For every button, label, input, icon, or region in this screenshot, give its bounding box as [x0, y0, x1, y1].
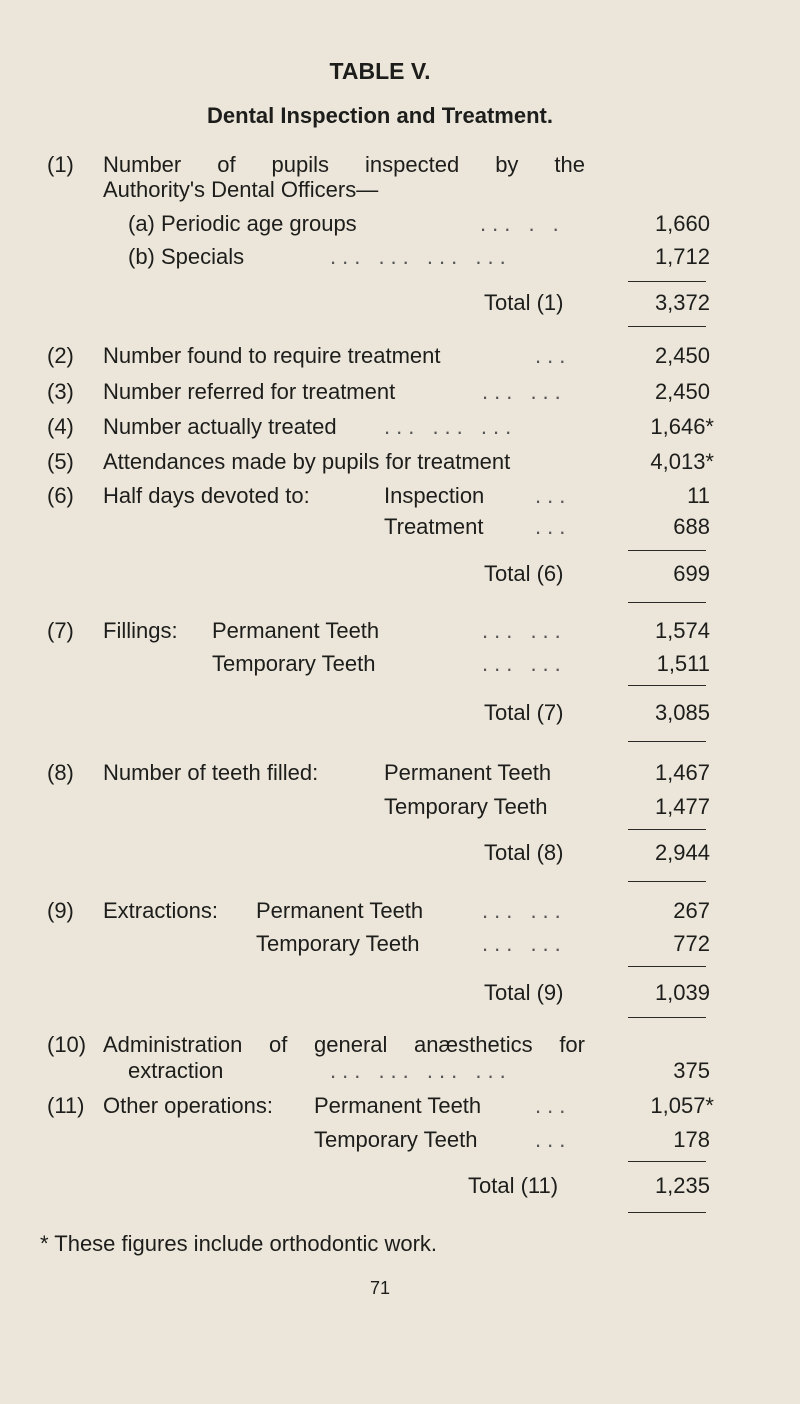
total-8-value: 2,944: [654, 840, 710, 865]
row-1-number: (1): [47, 152, 74, 177]
row-9-sub2-leader-dots: ... ...: [482, 931, 567, 956]
row-2-number: (2): [47, 343, 74, 368]
row-7-sub1-label: Permanent Teeth: [212, 618, 380, 643]
row-6-sub2-value: 688: [673, 514, 710, 539]
rule: [628, 281, 706, 282]
total-11-label: Total (11): [468, 1173, 559, 1198]
rule: [628, 966, 706, 967]
row-3-label: Number referred for treatment: [103, 379, 396, 404]
row-1b-leader-dots: ... ... ... ...: [330, 244, 512, 269]
row-1-label-line2: Authority's Dental Officers—: [103, 177, 379, 202]
row-1a-leader-dots: ... . .: [480, 211, 565, 236]
row-6-number: (6): [47, 483, 74, 508]
row-6-sub1-label: Inspection: [384, 483, 485, 508]
total-6-value: 699: [673, 561, 710, 586]
row-1a-label: (a) Periodic age groups: [128, 211, 357, 236]
row-9-sub1-leader-dots: ... ...: [482, 898, 567, 923]
rule: [628, 326, 706, 327]
row-8-sub2-label: Temporary Teeth: [384, 794, 548, 819]
total-6-label: Total (6): [484, 561, 564, 586]
row-1b-value: 1,712: [654, 244, 710, 269]
row-6-sub1-value: 11: [687, 483, 710, 508]
footnote: * These figures include orthodontic work.: [40, 1231, 438, 1256]
rule: [628, 1212, 706, 1213]
total-9-value: 1,039: [654, 980, 710, 1005]
row-7-sub2-leader-dots: ... ...: [482, 651, 567, 676]
rule: [628, 1161, 706, 1162]
total-7-label: Total (7): [484, 700, 564, 725]
row-2-leader-dots: ...: [535, 343, 572, 368]
rule: [628, 602, 706, 603]
row-11-sub1-value: 1,057*: [650, 1093, 714, 1118]
row-3-value: 2,450: [654, 379, 710, 404]
row-1-label-line1: Number of pupils inspected by the: [103, 152, 585, 177]
rule: [628, 741, 706, 742]
row-5-number: (5): [47, 449, 74, 474]
row-1a-value: 1,660: [654, 211, 710, 236]
row-11-sub2-label: Temporary Teeth: [314, 1127, 478, 1152]
total-9-label: Total (9): [484, 980, 564, 1005]
row-4-number: (4): [47, 414, 74, 439]
row-10-value: 375: [673, 1058, 710, 1083]
row-11-number: (11): [47, 1093, 85, 1118]
row-4-value: 1,646*: [650, 414, 714, 439]
rule: [628, 1017, 706, 1018]
total-1-label: Total (1): [484, 290, 564, 315]
row-9-sub2-value: 772: [673, 931, 710, 956]
table-subtitle: Dental Inspection and Treatment.: [207, 103, 553, 128]
row-8-label: Number of teeth filled:: [103, 760, 319, 785]
row-11-sub1-leader-dots: ...: [535, 1093, 572, 1118]
row-8-sub1-value: 1,467: [654, 760, 710, 785]
total-7-value: 3,085: [654, 700, 710, 725]
total-11-value: 1,235: [654, 1173, 710, 1198]
row-6-sub2-label: Treatment: [384, 514, 484, 539]
row-9-label: Extractions:: [103, 898, 218, 923]
row-10-leader-dots: ... ... ... ...: [330, 1058, 512, 1083]
row-10-number: (10): [47, 1032, 87, 1057]
row-11-label: Other operations:: [103, 1093, 273, 1118]
row-5-label: Attendances made by pupils for treatment: [103, 449, 511, 474]
row-7-sub2-label: Temporary Teeth: [212, 651, 376, 676]
row-3-leader-dots: ... ...: [482, 379, 567, 404]
row-1b-label: (b) Specials: [128, 244, 245, 269]
row-11-sub2-value: 178: [673, 1127, 710, 1152]
row-9-sub1-label: Permanent Teeth: [256, 898, 424, 923]
row-2-value: 2,450: [654, 343, 710, 368]
row-8-sub1-label: Permanent Teeth: [384, 760, 552, 785]
row-6-label: Half days devoted to:: [103, 483, 310, 508]
page-number: 71: [369, 1278, 391, 1298]
row-7-label: Fillings:: [103, 618, 178, 643]
row-9-number: (9): [47, 898, 74, 923]
row-4-leader-dots: ... ... ...: [384, 414, 518, 439]
row-7-sub1-value: 1,574: [654, 618, 710, 643]
row-3-number: (3): [47, 379, 74, 404]
rule: [628, 685, 706, 686]
rule: [628, 829, 706, 830]
row-8-number: (8): [47, 760, 74, 785]
row-8-sub2-value: 1,477: [654, 794, 710, 819]
row-7-sub2-value: 1,511: [656, 651, 710, 676]
row-5-value: 4,013*: [650, 449, 714, 474]
rule: [628, 881, 706, 882]
total-1-value: 3,372: [654, 290, 710, 315]
row-7-number: (7): [47, 618, 74, 643]
table-title: TABLE V.: [329, 58, 431, 84]
total-8-label: Total (8): [484, 840, 564, 865]
row-10-label-line2: extraction: [128, 1058, 224, 1083]
row-6-sub1-leader-dots: ...: [535, 483, 572, 508]
row-2-label: Number found to require treatment: [103, 343, 441, 368]
row-10-label-line1: Administration of general anæsthetics for: [103, 1032, 585, 1057]
row-9-sub2-label: Temporary Teeth: [256, 931, 420, 956]
row-11-sub2-leader-dots: ...: [535, 1127, 572, 1152]
row-11-sub1-label: Permanent Teeth: [314, 1093, 482, 1118]
row-7-sub1-leader-dots: ... ...: [482, 618, 567, 643]
rule: [628, 550, 706, 551]
row-9-sub1-value: 267: [673, 898, 710, 923]
row-4-label: Number actually treated: [103, 414, 337, 439]
row-6-sub2-leader-dots: ...: [535, 514, 572, 539]
